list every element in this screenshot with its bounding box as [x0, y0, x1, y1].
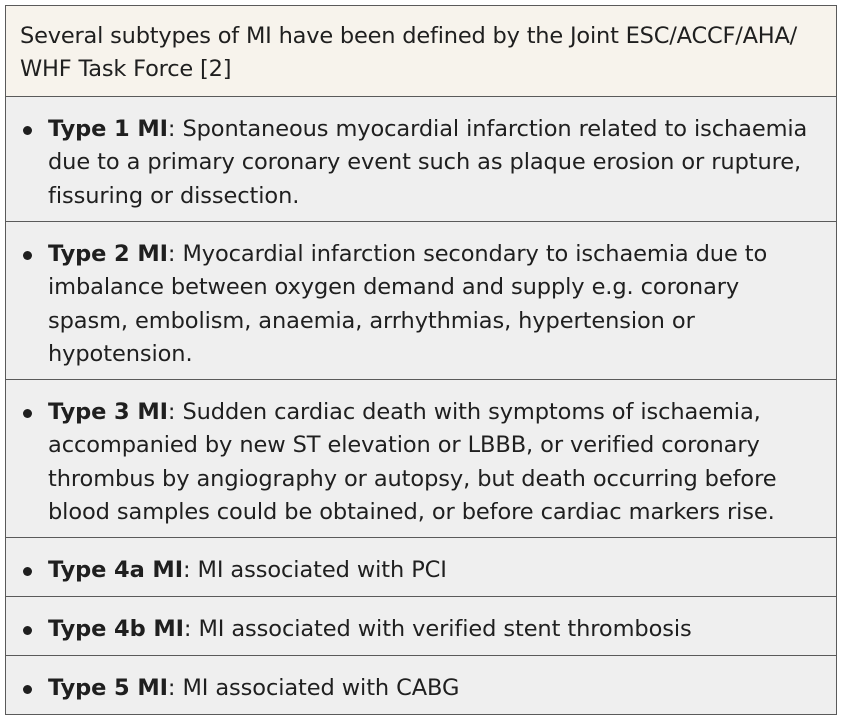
table-header: Several subtypes of MI have been defined by the Joint ESC/ACCF/AHA/ WHF Task Force [2]: [6, 6, 836, 97]
item-description: : Sudden cardiac death with symptoms of ischaemia, accompanied by new ST elevation or LBBB, or verified coronary thrombus by angiography or autopsy, but death occurring before blood samples could be obtained, or before cardiac markers rise.: [48, 399, 777, 525]
list-item: [6, 380, 836, 538]
list-item: [6, 97, 836, 222]
item-description: : Spontaneous myocardial infarction related to ischaemia due to a primary coronary event such as plaque erosion or rupture, fissuring or dissection.: [48, 116, 808, 209]
item-term: Type 5 MI: [48, 675, 168, 701]
list-item: [6, 656, 836, 714]
item-term: Type 4a MI: [48, 557, 183, 583]
bullet-icon: [23, 251, 32, 260]
list-item: [6, 538, 836, 597]
item-term: Type 2 MI: [48, 241, 168, 267]
item-term: Type 1 MI: [48, 116, 168, 142]
bullet-icon: [23, 626, 32, 635]
item-description: : Myocardial infarction secondary to ischaemia due to imbalance between oxygen demand and supply e.g. coronary spasm, embolism, anaemia, arrhythmias, hypertension or hypotension.: [48, 241, 768, 367]
bullet-icon: [23, 126, 32, 135]
item-description: : MI associated with PCI: [182, 557, 447, 583]
item-term: Type 3 MI: [48, 399, 168, 425]
bullet-icon: [23, 567, 32, 576]
bullet-icon: [23, 685, 32, 694]
item-description: : MI associated with verified stent thrombosis: [183, 616, 692, 642]
mi-subtypes-table: [5, 5, 837, 715]
item-term: Type 4b MI: [48, 616, 184, 642]
list-item: [6, 597, 836, 656]
item-description: : MI associated with CABG: [167, 675, 460, 701]
bullet-icon: [23, 409, 32, 418]
list-item: [6, 222, 836, 380]
